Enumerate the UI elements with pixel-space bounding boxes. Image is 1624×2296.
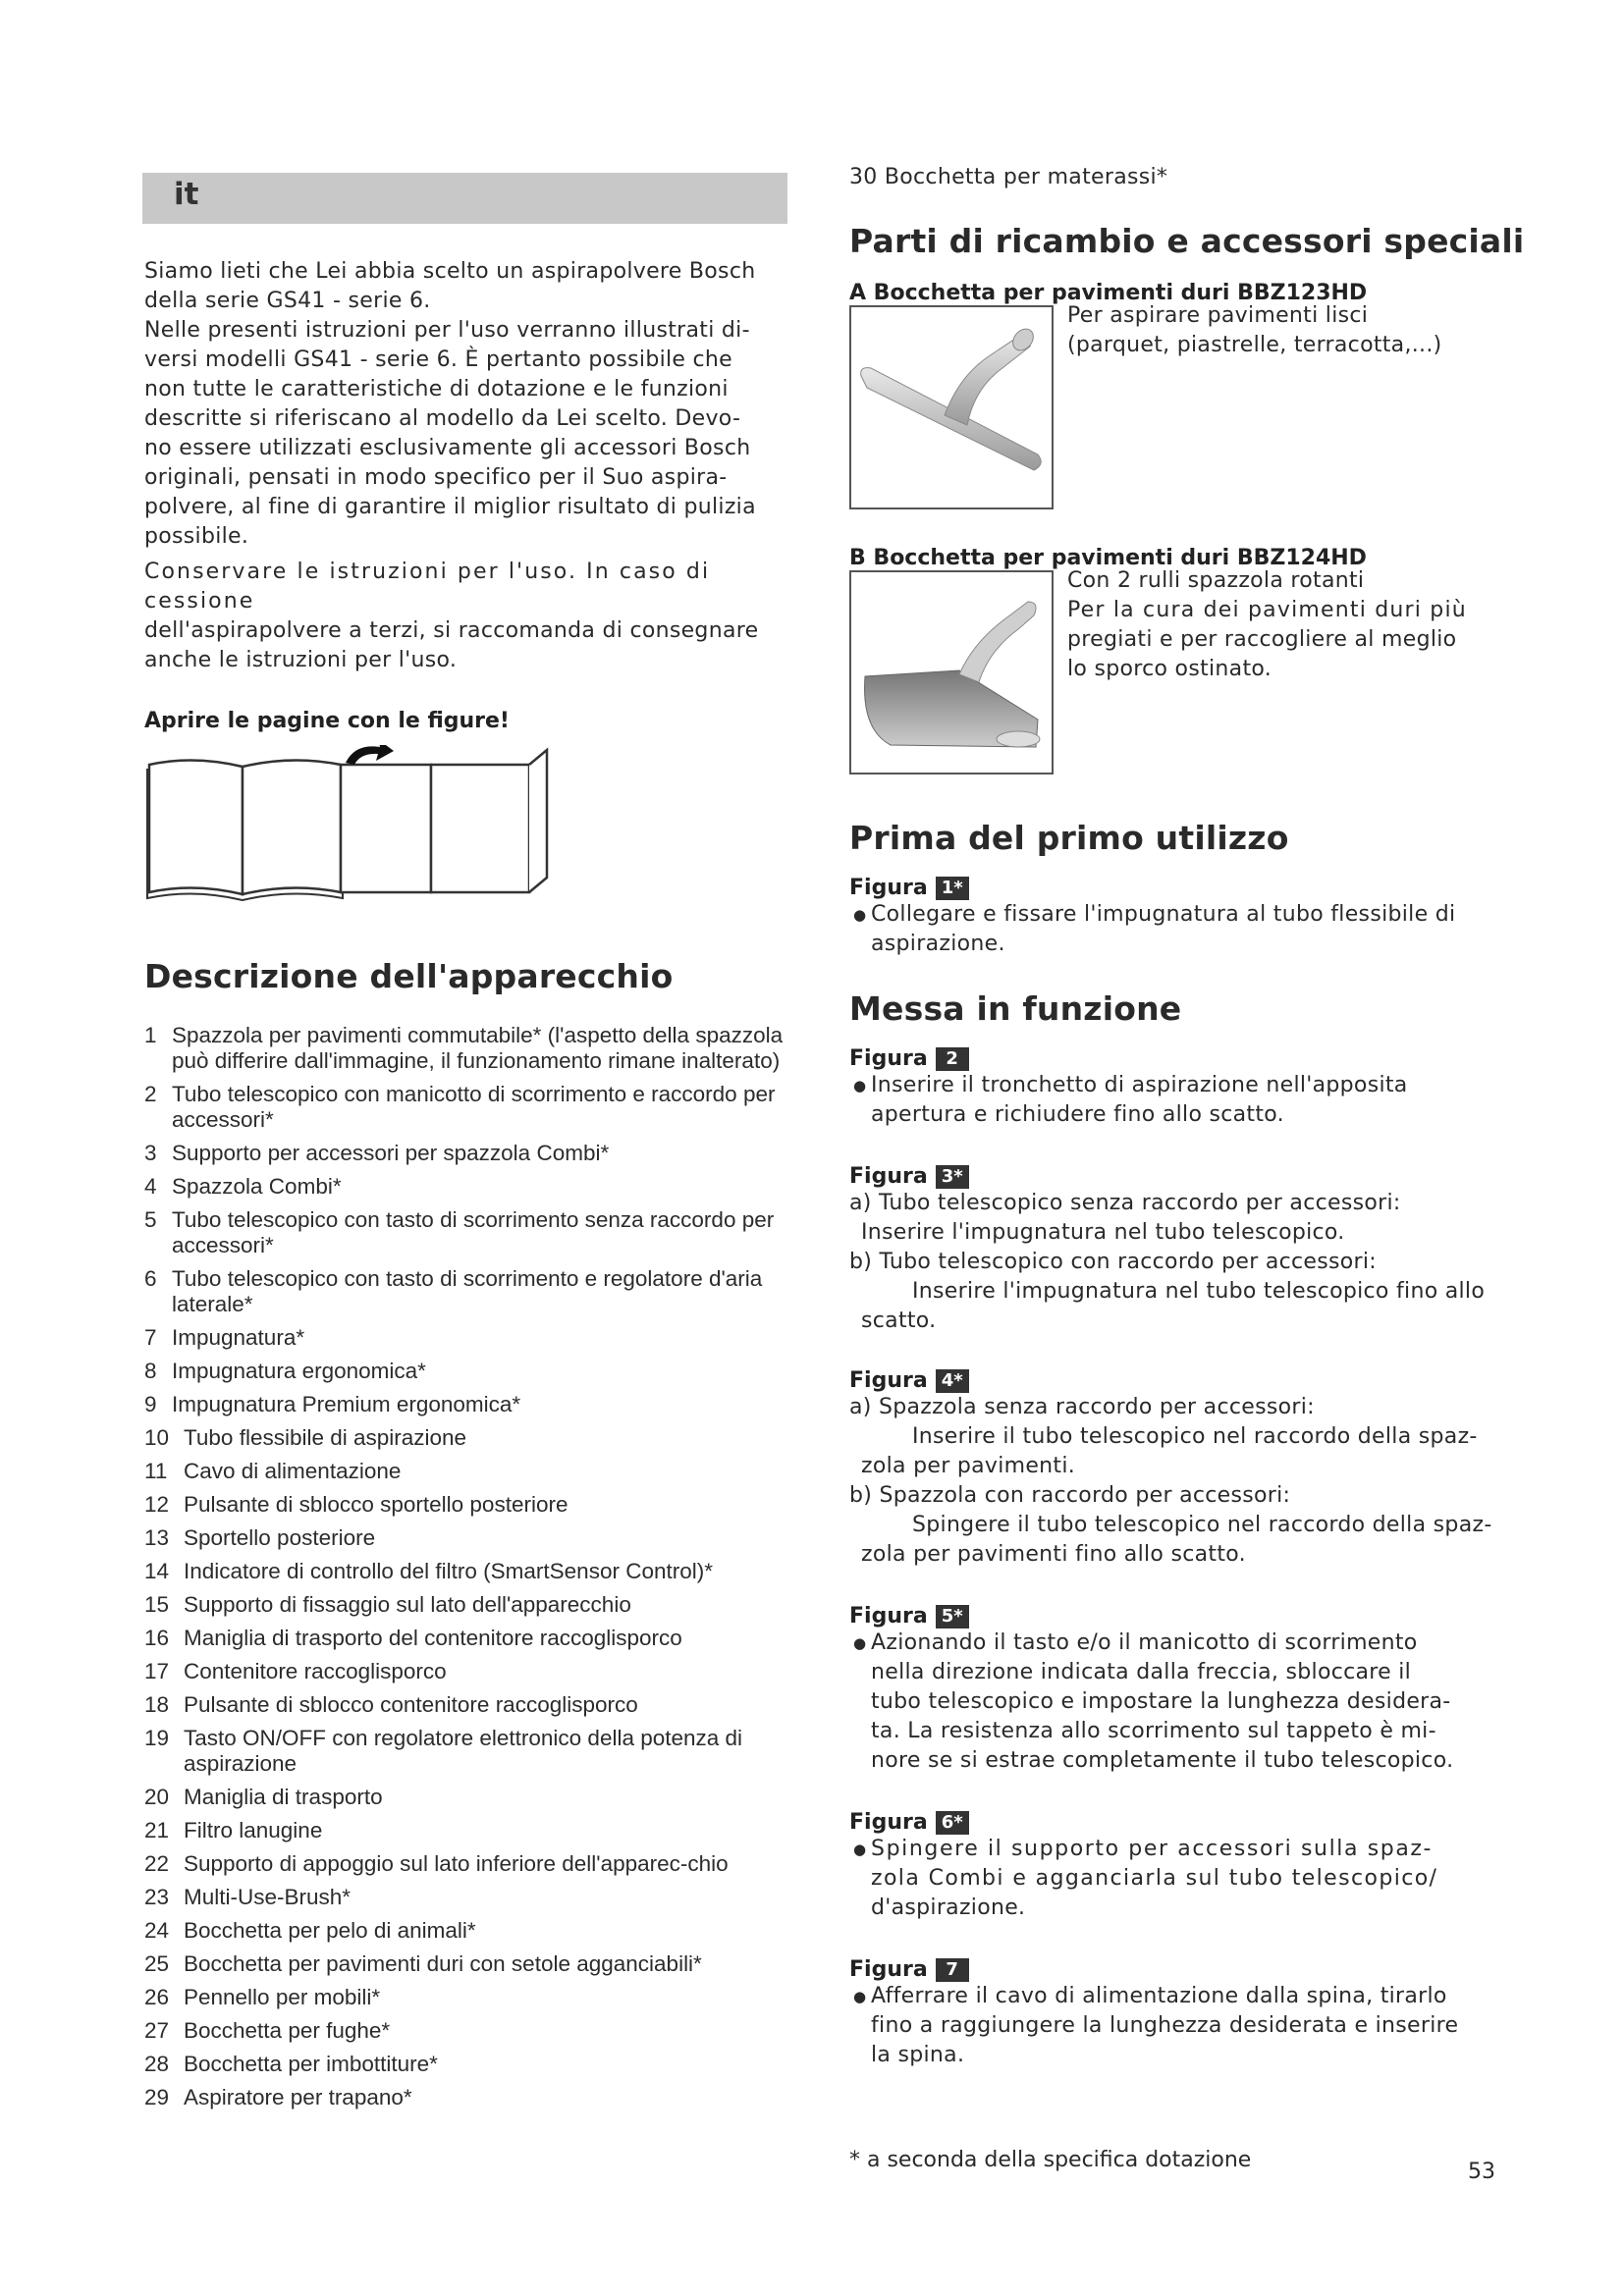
list-item: [144, 1692, 797, 1718]
list-item: [144, 1082, 797, 1133]
intro-paragraph-3: Conservare le istruzioni per l'uso. In caso di cessione dell'aspirapolvere a terzi, si raccomanda di consegnare anche le istruzioni per l'uso.: [144, 560, 759, 672]
list-item-number: 21: [144, 1818, 170, 1842]
list-item-text: Cavo di alimentazione: [184, 1459, 402, 1483]
list-item-number: 11: [144, 1459, 168, 1483]
list-item: [144, 2052, 797, 2077]
list-item: [144, 1785, 797, 1810]
list-item-text: Pennello per mobili*: [184, 1985, 381, 2009]
figure-4-badge: 4*: [936, 1369, 969, 1393]
list-item: [144, 1885, 797, 1910]
nozzle-a-image: [849, 305, 1054, 509]
figure-7-block: Figura 7 ● Afferrare il cavo di alimentazione dalla spina, tirarlo fino a raggiungere la lunghezza desiderata e inserire la spina.: [849, 1957, 1527, 2070]
parts-item-30: 30 Bocchetta per materassi*: [849, 165, 1168, 189]
list-item-number: 7: [144, 1325, 157, 1350]
list-item-number: 16: [144, 1626, 170, 1650]
list-item-number: 29: [144, 2085, 170, 2109]
language-code: it: [174, 177, 199, 212]
page-number: 53: [1468, 2160, 1495, 2184]
list-item: [144, 1266, 797, 1317]
list-item-text: Bocchetta per pavimenti duri con setole agganciabili*: [184, 1951, 702, 1976]
list-item-text: Spazzola Combi*: [172, 1174, 342, 1199]
list-item-number: 20: [144, 1785, 170, 1809]
list-item: [144, 1918, 797, 1944]
list-item-text: Tasto ON/OFF con regolatore elettronico della potenza di aspirazione: [184, 1726, 743, 1776]
spare-parts-title: Parti di ricambio e accessori speciali: [849, 222, 1525, 260]
intro-paragraph-1: Siamo lieti che Lei abbia scelto un aspirapolvere Bosch della serie GS41 - serie 6.: [144, 259, 756, 313]
list-item: [144, 1325, 797, 1351]
list-item-number: 28: [144, 2052, 170, 2076]
figure-2-block: Figura 2 ● Inserire il tronchetto di aspirazione nell'apposita apertura e richiudere fino allo scatto.: [849, 1046, 1527, 1130]
list-item: [144, 1425, 797, 1451]
list-item-text: Tubo telescopico con tasto di scorrimento senza raccordo per accessori*: [172, 1207, 775, 1257]
list-item-number: 14: [144, 1559, 170, 1583]
list-item-text: Supporto per accessori per spazzola Combi*: [172, 1141, 610, 1165]
list-item: [144, 1985, 797, 2010]
figure-5-block: Figura 5* ● Azionando il tasto e/o il manicotto di scorrimento nella direzione indicata dalla freccia, sbloccare il tubo telescopico e impostare la lunghezza desidera- ta. La resistenza allo scorrimento sul tappeto è mi- nore se si estrae completamente il tubo telescopico.: [849, 1604, 1527, 1776]
list-item-number: 17: [144, 1659, 170, 1683]
list-item: [144, 2085, 797, 2110]
intro-paragraph-2: Nelle presenti istruzioni per l'uso verranno illustrati di- versi modelli GS41 - serie 6. È pertanto possibile che non tutte le caratteristiche di dotazione e le funzioni descritte si riferiscano al modello da Lei scelto. Devo- no essere utilizzati esclusivamente gli accessori Bosch originali, pensati in modo specifico per il Suo aspira- polvere, al fine di garantire il miglior risultato di pulizia possibile.: [144, 318, 756, 549]
list-item-text: Tubo telescopico con manicotto di scorrimento e raccordo per accessori*: [172, 1082, 776, 1132]
list-item-text: Supporto di appoggio sul lato inferiore dell'apparec-chio: [184, 1851, 729, 1876]
list-item-number: 23: [144, 1885, 170, 1909]
list-item-text: Pulsante di sblocco sportello posteriore: [184, 1492, 568, 1517]
list-item: [144, 1818, 797, 1843]
list-item: [144, 1659, 797, 1684]
accessory-a-description: Per aspirare pavimenti lisci (parquet, piastrelle, terracotta,...): [1067, 303, 1442, 357]
left-column: [144, 257, 797, 2118]
figure-3-badge: 3*: [936, 1165, 969, 1189]
accessory-a-heading: A Bocchetta per pavimenti duri BBZ123HD: [849, 281, 1368, 305]
list-item-text: Multi-Use-Brush*: [184, 1885, 352, 1909]
list-item-text: Sportello posteriore: [184, 1525, 376, 1550]
list-item-text: Indicatore di controllo del filtro (SmartSensor Control)*: [184, 1559, 713, 1583]
description-title: Descrizione dell'apparecchio: [144, 957, 674, 995]
list-item: [144, 1626, 797, 1651]
list-item: [144, 1559, 797, 1584]
list-item-text: Impugnatura*: [172, 1325, 305, 1350]
list-item: [144, 1359, 797, 1384]
list-item: [144, 1492, 797, 1518]
first-use-title: Prima del primo utilizzo: [849, 819, 1289, 857]
list-item-number: 4: [144, 1174, 157, 1199]
list-item: [144, 1392, 797, 1417]
list-item: [144, 1592, 797, 1618]
figure-7-badge: 7: [936, 1958, 969, 1982]
list-item: [144, 1525, 797, 1551]
open-booklet-illustration: [144, 745, 557, 912]
list-item-text: Filtro lanugine: [184, 1818, 323, 1842]
list-item-text: Spazzola per pavimenti commutabile* (l'aspetto della spazzola può differire dall'immagine, il funzionamento rimane inalterato): [172, 1023, 784, 1073]
list-item-number: 9: [144, 1392, 157, 1416]
list-item-number: 3: [144, 1141, 157, 1165]
list-item: [144, 1207, 797, 1258]
list-item-text: Bocchetta per fughe*: [184, 2018, 391, 2043]
list-item-number: 13: [144, 1525, 170, 1550]
list-item-text: Contenitore raccoglisporco: [184, 1659, 447, 1683]
list-item-number: 10: [144, 1425, 170, 1450]
figure-2-badge: 2: [936, 1047, 969, 1071]
figure-1-block: Figura 1* ● Collegare e fissare l'impugnatura al tubo flessibile di aspirazione.: [849, 876, 1527, 959]
list-item: [144, 1951, 797, 1977]
list-item-number: 2: [144, 1082, 157, 1106]
open-pages-note: Aprire le pagine con le figure!: [144, 709, 510, 733]
list-item-text: Tubo flessibile di aspirazione: [184, 1425, 467, 1450]
list-item-text: Maniglia di trasporto: [184, 1785, 383, 1809]
list-item: [144, 1459, 797, 1484]
list-item-text: Supporto di fissaggio sul lato dell'apparecchio: [184, 1592, 631, 1617]
operation-title: Messa in funzione: [849, 989, 1182, 1028]
list-item-number: 8: [144, 1359, 157, 1383]
list-item-text: Bocchetta per imbottiture*: [184, 2052, 438, 2076]
figure-5-badge: 5*: [936, 1605, 969, 1629]
parts-list: [144, 1023, 797, 2110]
list-item-number: 22: [144, 1851, 170, 1876]
list-item-number: 18: [144, 1692, 170, 1717]
list-item-number: 27: [144, 2018, 170, 2043]
figure-6-badge: 6*: [936, 1811, 969, 1835]
list-item-number: 12: [144, 1492, 170, 1517]
list-item-text: Pulsante di sblocco contenitore raccoglisporco: [184, 1692, 638, 1717]
language-band: [142, 173, 787, 224]
list-item-text: Aspiratore per trapano*: [184, 2085, 412, 2109]
list-item-text: Impugnatura Premium ergonomica*: [172, 1392, 521, 1416]
nozzle-b-image: [849, 570, 1054, 774]
figure-3-block: Figura 3* a) Tubo telescopico senza raccordo per accessori: Inserire l'impugnatura nel tubo telescopico. b) Tubo telescopico con raccordo per accessori: Inserire l'impugnatura nel tubo telescopico fino allo scatto.: [849, 1164, 1486, 1333]
list-item-number: 15: [144, 1592, 170, 1617]
list-item: [144, 2018, 797, 2044]
list-item: [144, 1174, 797, 1200]
list-item: [144, 1023, 797, 1074]
list-item-text: Tubo telescopico con tasto di scorrimento e regolatore d'aria laterale*: [172, 1266, 763, 1316]
list-item-number: 25: [144, 1951, 170, 1976]
accessory-b-description: Con 2 rulli spazzola rotanti Per la cura dei pavimenti duri più pregiati e per raccogliere al meglio lo sporco ostinato.: [1067, 568, 1467, 681]
list-item-number: 1: [144, 1023, 157, 1047]
list-item-number: 5: [144, 1207, 157, 1232]
list-item-number: 6: [144, 1266, 157, 1291]
list-item-number: 19: [144, 1726, 170, 1750]
list-item-number: 26: [144, 1985, 170, 2009]
footnote: * a seconda della specifica dotazione: [849, 2148, 1252, 2172]
accessory-b-heading: B Bocchetta per pavimenti duri BBZ124HD: [849, 546, 1367, 570]
list-item: [144, 1851, 797, 1877]
list-item: [144, 1141, 797, 1166]
figure-6-block: Figura 6* ● Spingere il supporto per accessori sulla spaz- zola Combi e agganciarla sul tubo telescopico/ d'aspirazione.: [849, 1810, 1527, 1923]
turn-arrow-icon: [346, 745, 394, 765]
figure-1-badge: 1*: [936, 877, 969, 900]
list-item-number: 24: [144, 1918, 170, 1943]
list-item-text: Maniglia di trasporto del contenitore raccoglisporco: [184, 1626, 682, 1650]
figure-4-block: Figura 4* a) Spazzola senza raccordo per accessori: Inserire il tubo telescopico nel raccordo della spaz- zola per pavimenti. b) Spazzola con raccordo per accessori: Spingere il tubo telescopico nel raccordo della spaz- zola per pavimenti fino allo scatto.: [849, 1368, 1492, 1567]
list-item: [144, 1726, 797, 1777]
list-item-text: Impugnatura ergonomica*: [172, 1359, 426, 1383]
list-item-text: Bocchetta per pelo di animali*: [184, 1918, 476, 1943]
